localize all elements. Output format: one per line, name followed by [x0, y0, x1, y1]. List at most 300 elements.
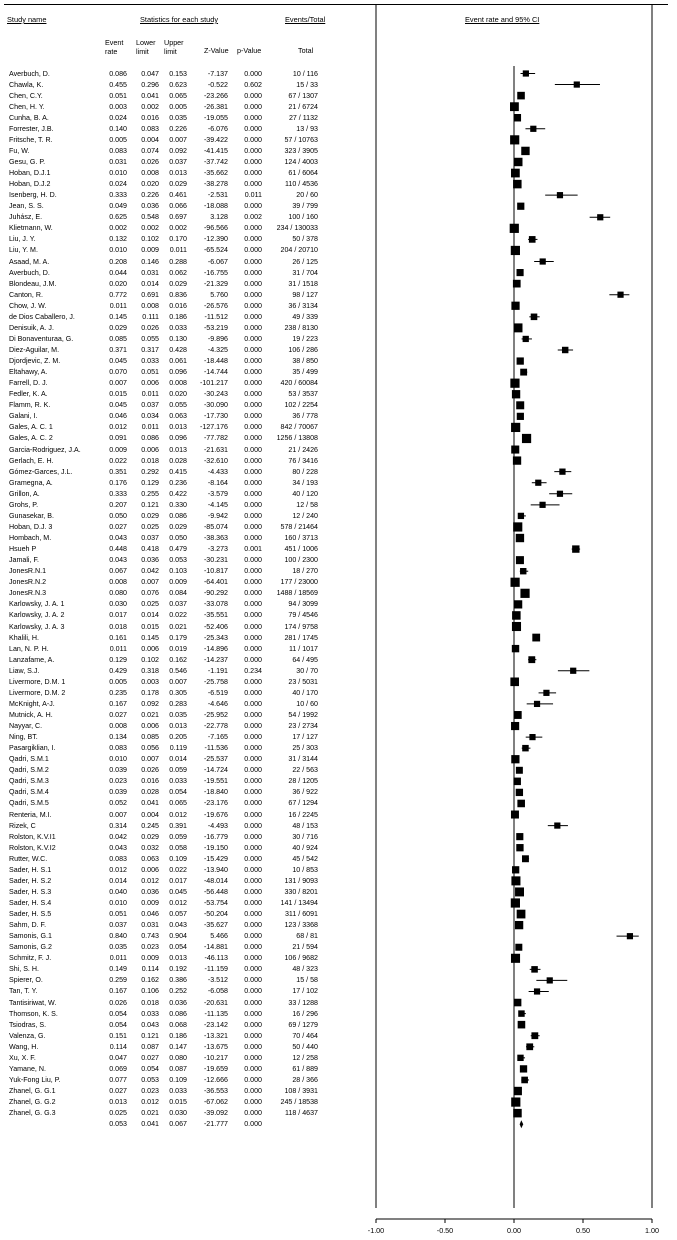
study-rate: 0.083 [109, 854, 127, 863]
study-p: 0.000 [244, 799, 262, 808]
study-p: 0.000 [244, 987, 262, 996]
study-lower: 0.043 [141, 1020, 159, 1029]
study-z: -53.754 [203, 899, 228, 907]
study-rate: 0.039 [109, 788, 127, 797]
study-point [522, 855, 529, 862]
study-rate: 0.077 [109, 1075, 127, 1084]
study-point [512, 645, 519, 652]
study-events: 48 / 153 [292, 821, 318, 830]
study-events: 76 / 3416 [288, 456, 318, 465]
study-name: Chow, J. W. [9, 301, 47, 310]
study-rate: 0.085 [109, 334, 127, 343]
study-p: 0.000 [244, 124, 262, 133]
study-events: 842 / 70067 [280, 423, 318, 432]
study-lower: 0.029 [141, 511, 159, 520]
study-rate: 0.052 [109, 799, 127, 808]
study-z: -25.758 [203, 677, 228, 686]
study-lower: 0.008 [141, 301, 159, 310]
study-lower: 0.146 [141, 257, 159, 266]
study-rate: 0.043 [109, 556, 127, 565]
study-z: -15.429 [203, 854, 228, 863]
study-upper: 0.058 [169, 843, 187, 852]
study-z: -20.631 [203, 998, 228, 1007]
study-z: -0.522 [207, 80, 228, 89]
study-lower: 0.102 [141, 235, 159, 244]
study-z: -25.952 [203, 710, 228, 719]
study-lower: 0.011 [141, 423, 159, 432]
study-name: Grohs, P. [9, 500, 39, 509]
study-events: 40 / 170 [292, 688, 318, 697]
study-lower: 0.012 [141, 1098, 159, 1107]
study-point [517, 269, 524, 276]
study-z: -30.231 [203, 556, 228, 565]
study-lower: 0.085 [141, 733, 159, 742]
study-p: 0.602 [244, 80, 262, 89]
study-rate: 0.039 [109, 766, 127, 775]
study-events: 40 / 120 [292, 489, 318, 498]
study-p: 0.000 [244, 699, 262, 708]
study-z: -13.675 [203, 1042, 228, 1051]
study-name: Samonis, G.2 [9, 943, 52, 952]
study-point [516, 534, 524, 542]
study-rate: 0.161 [109, 633, 127, 642]
study-events: 118 / 4637 [284, 1109, 318, 1118]
study-rate: 0.035 [109, 943, 127, 952]
study-name: Lanzafame, A. [9, 655, 55, 664]
study-events: 12 / 258 [292, 1053, 318, 1062]
study-z: -11.135 [204, 1009, 228, 1018]
study-rate: 0.018 [109, 622, 127, 631]
study-upper: 0.330 [169, 500, 187, 509]
study-name: Qadri, S.M.4 [9, 788, 49, 797]
study-z: -101.217 [199, 379, 228, 388]
study-upper: 0.186 [169, 1031, 187, 1040]
study-point [511, 755, 519, 763]
study-name: Qadri, S.M.1 [9, 755, 49, 764]
study-z: -21.631 [203, 445, 228, 454]
study-rate: 0.207 [109, 500, 127, 509]
study-events: 177 / 23000 [280, 578, 318, 587]
study-name: Shi, S. H. [9, 965, 39, 974]
study-z: -38.363 [203, 534, 228, 543]
study-upper: 0.096 [169, 368, 187, 377]
study-p: 0.000 [244, 368, 262, 377]
study-events: 69 / 1279 [288, 1020, 318, 1029]
study-point [514, 999, 522, 1007]
study-z: -4.433 [207, 467, 228, 476]
study-lower: 0.006 [141, 865, 159, 874]
study-p: 0.000 [244, 379, 262, 388]
study-events: 1256 / 13808 [276, 434, 318, 443]
study-p: 0.000 [244, 865, 262, 874]
study-lower: 0.076 [141, 589, 159, 598]
study-p: 0.000 [244, 589, 262, 598]
study-upper: 0.033 [169, 777, 187, 786]
study-lower: 0.318 [141, 666, 159, 675]
study-name: Diez-Aguilar, M. [9, 346, 60, 354]
study-upper: 0.386 [169, 976, 187, 985]
study-p: 0.000 [244, 600, 262, 609]
study-upper: 0.028 [169, 456, 187, 465]
study-rate: 0.151 [109, 1031, 127, 1040]
study-p: 0.000 [244, 887, 262, 896]
study-lower: 0.129 [141, 478, 159, 487]
study-rate: 0.049 [109, 202, 127, 211]
study-events: 30 / 716 [292, 832, 318, 841]
study-upper: 0.054 [169, 943, 187, 952]
study-p: 0.000 [244, 766, 262, 775]
study-name: JonesR.N.1 [9, 567, 47, 576]
study-name: Zhanel, G. G.2 [9, 1098, 56, 1107]
study-lower: 0.007 [141, 755, 159, 764]
study-lower: 0.021 [141, 1109, 159, 1118]
study-lower: 0.027 [141, 1053, 159, 1062]
study-point [570, 668, 576, 674]
study-point [514, 158, 522, 166]
study-events: 15 / 33 [296, 80, 318, 89]
study-rate: 0.043 [109, 534, 127, 543]
study-lower: 0.054 [141, 1064, 159, 1073]
study-name: Sahm, D. F. [9, 921, 47, 930]
study-events: 40 / 924 [292, 843, 318, 852]
study-events: 68 / 81 [296, 932, 318, 941]
study-rate: 0.007 [109, 810, 127, 819]
study-p: 0.000 [244, 180, 262, 189]
study-z: -127.176 [199, 423, 228, 432]
study-name: Denisuik, A. J. [9, 323, 54, 332]
study-name: Djordjevic, Z. M. [9, 357, 61, 366]
study-lower: 0.255 [141, 489, 159, 498]
study-p: 0.000 [244, 135, 262, 144]
study-upper: 0.179 [169, 633, 187, 642]
study-p: 0.000 [244, 744, 262, 753]
study-rate: 0.026 [109, 998, 127, 1007]
study-name: Juhász, E. [9, 213, 43, 222]
study-z: -16.755 [203, 268, 228, 277]
study-rate: 0.042 [109, 832, 127, 841]
study-rate: 0.014 [109, 876, 127, 885]
study-rate: 0.772 [109, 290, 127, 299]
study-z: -4.145 [207, 500, 228, 509]
study-rate: 0.051 [109, 91, 127, 100]
study-p: 0.000 [244, 1064, 262, 1073]
study-upper: 0.059 [169, 832, 187, 841]
study-events: 10 / 116 [292, 69, 318, 78]
study-name: Isenberg, H. D. [9, 191, 57, 200]
study-p: 0.000 [244, 965, 262, 974]
study-rate: 0.080 [109, 589, 127, 598]
study-point [520, 369, 527, 376]
study-z: 5.466 [210, 932, 228, 941]
study-events: 57 / 10763 [284, 135, 318, 144]
study-rate: 0.448 [109, 545, 127, 554]
study-upper: 0.252 [169, 987, 187, 996]
study-point [516, 767, 523, 774]
study-z: -19.055 [203, 113, 228, 122]
study-p: 0.000 [244, 788, 262, 797]
study-name: Flamm, R. K. [9, 401, 51, 410]
study-point [521, 1077, 528, 1084]
study-upper: 0.086 [169, 1009, 187, 1018]
study-rate: 0.050 [109, 511, 127, 520]
study-upper: 0.109 [169, 1075, 187, 1084]
x-tick-label: 0.50 [576, 1226, 590, 1235]
study-p: 0.000 [244, 1098, 262, 1107]
study-rate: 0.011 [109, 301, 127, 310]
study-lower: 0.245 [141, 821, 159, 830]
study-z: -14.896 [203, 644, 228, 653]
study-lower: 0.004 [141, 810, 159, 819]
study-p: 0.000 [244, 1053, 262, 1062]
study-name: Qadri, S.M.3 [9, 777, 49, 786]
study-events: 16 / 296 [292, 1009, 318, 1018]
study-point [534, 701, 540, 707]
study-upper: 0.012 [169, 899, 187, 907]
study-rate: 0.054 [109, 1009, 127, 1018]
study-upper: 0.062 [169, 268, 187, 277]
study-upper: 0.080 [169, 1053, 187, 1062]
study-point [518, 1021, 526, 1029]
study-p: 0.000 [244, 157, 262, 166]
study-point [516, 556, 524, 564]
study-point [510, 678, 519, 687]
study-lower: 0.006 [141, 722, 159, 731]
study-events: 28 / 1205 [288, 777, 318, 786]
study-p: 0.000 [244, 390, 262, 399]
study-point [512, 622, 521, 631]
study-upper: 0.035 [169, 710, 187, 719]
study-upper: 0.053 [169, 556, 187, 565]
study-name: Spierer, O. [9, 976, 43, 985]
study-upper: 0.479 [169, 545, 187, 554]
study-name: Liu, J. Y. [9, 235, 36, 244]
study-events: 34 / 193 [292, 478, 318, 487]
study-point [574, 81, 580, 87]
pooled-z: -21.777 [203, 1120, 228, 1129]
study-rate: 0.129 [109, 655, 127, 664]
study-lower: 0.003 [141, 677, 159, 686]
study-p: 0.000 [244, 522, 262, 531]
study-lower: 0.033 [141, 1009, 159, 1018]
study-z: -25.343 [203, 633, 228, 642]
study-p: 0.000 [244, 876, 262, 885]
study-name: Liaw, S.J. [9, 666, 40, 675]
study-rate: 0.134 [109, 733, 127, 742]
study-events: 281 / 1745 [284, 633, 318, 642]
study-point [514, 711, 522, 719]
study-name: Wang, H. [9, 1042, 39, 1051]
study-p: 0.000 [244, 633, 262, 642]
study-p: 0.000 [244, 268, 262, 277]
study-upper: 0.013 [169, 954, 187, 963]
study-events: 420 / 60084 [280, 379, 318, 388]
study-upper: 0.065 [169, 799, 187, 808]
study-point [617, 292, 623, 298]
study-events: 25 / 303 [292, 744, 318, 753]
study-z: -33.078 [203, 600, 228, 609]
study-lower: 0.074 [141, 146, 159, 155]
study-lower: 0.026 [141, 157, 159, 166]
study-p: 0.000 [244, 998, 262, 1007]
study-rate: 0.017 [109, 611, 127, 620]
study-name: Yamane, N. [9, 1064, 46, 1073]
study-point [557, 491, 563, 497]
study-name: Sader, H. S.2 [9, 876, 52, 885]
study-p: 0.000 [244, 755, 262, 764]
study-name: Jamali, F. [9, 556, 39, 565]
header-z-value: Z-Value [204, 46, 229, 55]
study-rate: 0.027 [109, 522, 127, 531]
study-rate: 0.333 [109, 489, 127, 498]
study-p: 0.000 [244, 401, 262, 410]
study-z: -4.493 [207, 821, 228, 830]
study-lower: 0.007 [141, 578, 159, 587]
study-p: 0.000 [244, 1009, 262, 1018]
study-events: 131 / 9093 [284, 876, 318, 885]
study-point [513, 280, 521, 288]
study-upper: 0.017 [169, 876, 187, 885]
study-upper: 0.092 [169, 146, 187, 155]
study-name: Thomson, K. S. [9, 1009, 58, 1018]
study-point [522, 434, 531, 443]
study-events: 12 / 58 [296, 500, 318, 509]
study-events: 17 / 127 [292, 733, 318, 742]
pooled-p: 0.000 [244, 1120, 262, 1129]
study-point [511, 1097, 520, 1106]
study-z: -11.512 [204, 312, 228, 321]
study-z: -18.840 [203, 788, 228, 797]
study-events: 578 / 21464 [280, 522, 318, 531]
study-name: Livermore, D.M. 1 [9, 677, 66, 686]
study-events: 124 / 4003 [284, 157, 318, 166]
study-p: 0.000 [244, 655, 262, 664]
study-lower: 0.051 [141, 368, 159, 377]
study-p: 0.000 [244, 434, 262, 443]
study-point [514, 323, 523, 332]
study-z: -39.092 [203, 1109, 228, 1118]
study-lower: 0.011 [141, 390, 159, 399]
study-rate: 0.429 [109, 666, 127, 675]
study-p: 0.000 [244, 644, 262, 653]
study-point [540, 258, 546, 264]
study-events: 22 / 563 [292, 766, 318, 775]
study-upper: 0.391 [169, 821, 187, 830]
study-z: -64.401 [203, 578, 228, 587]
study-events: 311 / 6091 [284, 910, 318, 919]
study-point [528, 656, 535, 663]
study-p: 0.000 [244, 445, 262, 454]
study-name: Chen, H. Y. [9, 102, 45, 111]
study-rate: 0.351 [109, 467, 127, 476]
study-point [513, 1109, 522, 1118]
study-p: 0.000 [244, 489, 262, 498]
study-z: -37.742 [203, 157, 228, 166]
study-events: 23 / 2734 [288, 722, 318, 731]
study-z: -26.381 [203, 102, 228, 111]
study-lower: 0.026 [141, 323, 159, 332]
study-point [515, 887, 524, 896]
study-lower: 0.036 [141, 556, 159, 565]
study-p: 0.000 [244, 910, 262, 919]
study-events: 67 / 1307 [288, 91, 318, 100]
study-point [511, 898, 520, 907]
study-upper: 0.037 [169, 600, 187, 609]
study-point [531, 966, 538, 973]
study-point [532, 634, 540, 642]
study-z: -12.390 [203, 235, 228, 244]
study-name: Hoban, D.J. 3 [9, 522, 53, 531]
study-upper: 0.013 [169, 423, 187, 432]
study-name: Farrell, D. J. [9, 379, 48, 388]
study-lower: 0.002 [141, 102, 159, 111]
study-point [514, 1087, 522, 1095]
study-p: 0.000 [244, 467, 262, 476]
study-rate: 0.045 [109, 401, 127, 410]
study-z: -26.576 [203, 301, 228, 310]
study-point [554, 822, 560, 828]
study-rate: 0.259 [109, 976, 127, 985]
study-p: 0.000 [244, 113, 262, 122]
study-point [514, 600, 522, 608]
study-upper: 0.029 [169, 279, 187, 288]
study-point [517, 203, 524, 210]
study-name: Khalili, H. [9, 633, 39, 642]
study-lower: 0.015 [141, 622, 159, 631]
study-p: 0.000 [244, 677, 262, 686]
study-upper: 0.019 [169, 644, 187, 653]
study-name: Rolston, K.V.I2 [9, 843, 56, 852]
study-point [510, 379, 519, 388]
study-rate: 0.008 [109, 722, 127, 731]
study-point [517, 357, 524, 364]
study-lower: 0.031 [141, 268, 159, 277]
study-events: 35 / 499 [292, 368, 318, 377]
study-point [510, 102, 519, 111]
study-events: 33 / 1288 [288, 998, 318, 1007]
study-events: 15 / 58 [296, 976, 318, 985]
study-z: -10.817 [203, 567, 228, 576]
study-z: -35.627 [203, 921, 228, 930]
study-p: 0.000 [244, 943, 262, 952]
study-z: -7.137 [207, 69, 228, 78]
study-p: 0.000 [244, 202, 262, 211]
study-rate: 0.043 [109, 843, 127, 852]
study-lower: 0.037 [141, 401, 159, 410]
study-p: 0.000 [244, 534, 262, 543]
study-lower: 0.031 [141, 921, 159, 930]
study-upper: 0.623 [169, 80, 187, 89]
study-rate: 0.054 [109, 1020, 127, 1029]
study-upper: 0.016 [169, 301, 187, 310]
study-events: 245 / 18538 [280, 1098, 318, 1107]
study-events: 48 / 323 [292, 965, 318, 974]
study-lower: 0.121 [141, 500, 159, 509]
study-point [517, 413, 524, 420]
study-events: 50 / 440 [292, 1042, 318, 1051]
study-p: 0.000 [244, 954, 262, 963]
study-lower: 0.009 [141, 899, 159, 907]
study-events: 98 / 127 [292, 290, 318, 299]
study-lower: 0.034 [141, 412, 159, 421]
study-point [543, 690, 549, 696]
header-events-total: Events/Total [285, 15, 326, 24]
study-point [520, 589, 529, 598]
study-events: 330 / 8201 [284, 887, 318, 896]
study-z: -14.724 [203, 766, 228, 775]
study-z: -32.610 [203, 456, 228, 465]
study-p: 0.000 [244, 357, 262, 366]
study-point [516, 844, 523, 851]
